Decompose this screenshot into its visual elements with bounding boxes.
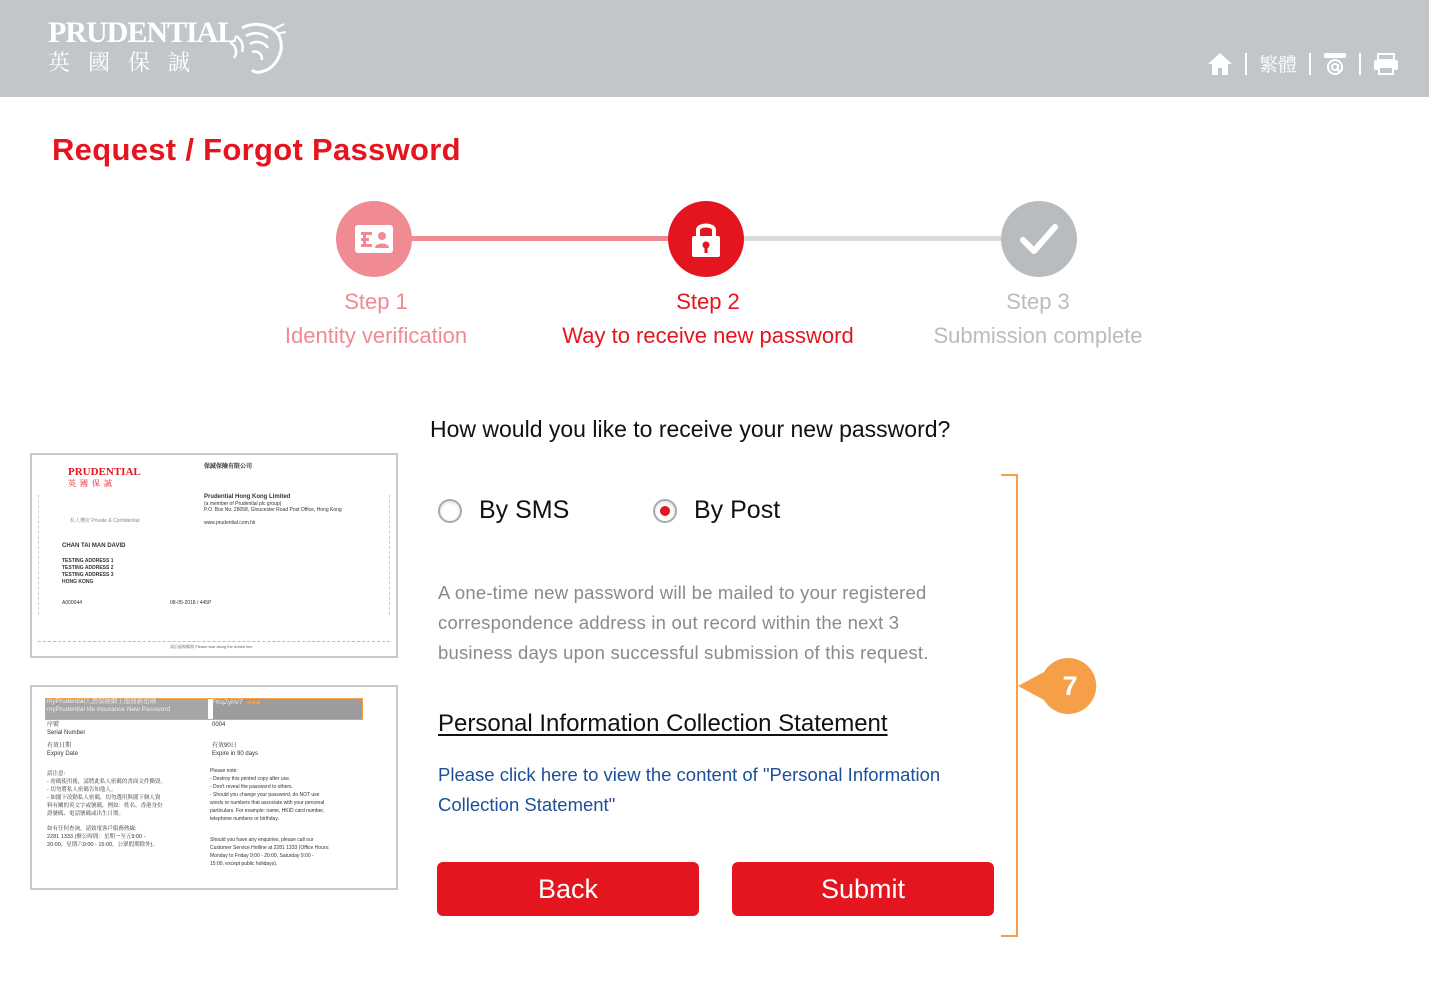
post-label[interactable]: By Post [694, 496, 781, 524]
step-2-number: Step 2 [676, 289, 740, 314]
lock-icon [689, 220, 723, 258]
note-zh: 料有關的英文字或號碼，例如：姓名、香港身份 [47, 803, 163, 809]
radio-selected-dot [660, 506, 670, 516]
note-en: - Don't reveal the password to others. [210, 784, 293, 790]
letter-address-line: HONG KONG [62, 579, 94, 585]
prudence-head-icon [222, 22, 286, 76]
letter-address: P.O. Box No. 28058, Gloucester Road Post Office, Hong Kong [204, 507, 342, 513]
arrow-markers-icon: ◀◀◀ [246, 700, 260, 706]
stepper-connector-1 [410, 236, 672, 241]
step-2-label [548, 285, 868, 353]
letter-website: www.prudential.com.hk [204, 520, 256, 526]
expiry-label-zh: 有效日期 [47, 743, 72, 749]
serial-value: 0004 [212, 722, 226, 728]
callout-number: 7 [1062, 670, 1078, 701]
delivery-question: How would you like to receive your new password? [430, 416, 951, 442]
note-zh: 證號碼、電話號碼或出生日期。 [47, 811, 125, 817]
id-card-icon [354, 224, 394, 254]
delivery-description: A one-time new password will be mailed to your registered correspondence address in out record within the next 3 business days upon successful submission of this request. [438, 582, 929, 663]
svg-text:英國保誠: 英國保誠 [68, 479, 116, 487]
note-zh: 請注意: [47, 771, 66, 777]
page-title: Request / Forgot Password [52, 132, 461, 167]
divider [1359, 53, 1361, 75]
letter-address-line: TESTING ADDRESS 1 [62, 558, 114, 564]
enquiry-zh: 如有任何查詢，請致電客戶服務熱線: [47, 826, 137, 832]
step-1-desc: Identity verification [284, 323, 468, 348]
annotation-bracket [1001, 474, 1018, 937]
logo-english: PRUDENTIAL [48, 16, 237, 49]
expiry-value-zh: 有效90日 [212, 743, 237, 749]
header-bar [0, 0, 1429, 97]
step-2-desc: Way to receive new password [562, 323, 854, 348]
step-1-number: Step 1 [344, 289, 408, 314]
letter-company-en: Prudential Hong Kong Limited [204, 494, 291, 500]
sms-label[interactable]: By SMS [479, 496, 570, 524]
step-2-circle [668, 201, 744, 277]
fold-line-right [389, 495, 390, 615]
password-value: FKqZyhV7 [212, 699, 243, 706]
letter-tear-note: 請沿虛線撕開 Please tear along the dotted line [170, 644, 253, 649]
prudential-logo-small [68, 465, 148, 487]
note-zh: - 密碼使用後，請將此私人密碼的書面文件撕毀。 [47, 779, 166, 785]
letter-date: 08-05-2018 / 445P [170, 600, 212, 606]
enquiry-zh: 20:00，星期六9:00 - 15:00，公眾假期除外)。 [47, 842, 158, 848]
step-3-label [918, 285, 1158, 353]
prudential-logo[interactable] [48, 18, 236, 76]
note-en: - Should you change your password, do NOT use [210, 792, 320, 798]
checkmark-icon [1019, 222, 1059, 256]
step-3-desc: Submission complete [933, 323, 1143, 348]
divider [1245, 53, 1247, 75]
step-1-circle [336, 201, 412, 277]
post-radio-button[interactable] [653, 499, 677, 523]
letter-company-sub: (a member of Prudential plc group) [204, 501, 282, 507]
option-sms[interactable] [438, 496, 569, 525]
note-zh: - 切勿將私人密碼告知他人。 [47, 787, 117, 793]
enquiry-en: Monday to Friday 9:00 - 20:00, Saturday 9:00 - [210, 853, 314, 859]
letter-ref: A000044 [62, 600, 83, 606]
home-icon[interactable] [1207, 52, 1233, 76]
password-heading-en: myPrudential life insurance New Password [47, 706, 171, 713]
tear-line [38, 641, 390, 642]
note-zh: - 如閣下改動私人密碼，切勿選用與閣下個人資 [47, 795, 161, 801]
print-icon[interactable] [1373, 53, 1399, 75]
pics-link[interactable]: Please click here to view the content of "Personal Information Collection Statement" [438, 764, 941, 815]
letter-company-zh: 保誠保險有限公司 [204, 464, 253, 470]
step-3-circle [1001, 201, 1077, 277]
sample-letter-image [30, 453, 398, 658]
password-heading-zh: myPrudential人壽保險網上服務新密碼 [47, 698, 157, 705]
submit-button[interactable]: Submit [732, 862, 994, 916]
serial-label-en: Serial Number [47, 730, 86, 736]
serial-label-zh: 序號 [47, 722, 60, 728]
note-en: particulars. For example: name, HKID card number, [210, 808, 325, 814]
sms-radio-button[interactable] [438, 499, 462, 523]
enquiry-en: 15:00, except public holidays). [210, 861, 278, 867]
logo-chinese: 英國保誠 [48, 50, 209, 75]
option-post[interactable] [653, 496, 780, 525]
note-en: Please note: [210, 768, 238, 774]
contact-icon[interactable] [1323, 52, 1347, 76]
note-en: - Destroy this printed copy after use. [210, 776, 291, 782]
letter-address-line: TESTING ADDRESS 3 [62, 572, 114, 578]
letter-confidential: 私人機密 Private & Confidential [70, 518, 140, 524]
letter-recipient: CHAN TAI MAN DAVID [62, 543, 126, 549]
enquiry-en: Should you have any enquiries, please call our [210, 837, 314, 843]
pics-heading[interactable]: Personal Information Collection Statement [438, 710, 888, 737]
sample-password-letter-image [30, 685, 398, 890]
back-button[interactable]: Back [437, 862, 699, 916]
letter-address-line: TESTING ADDRESS 2 [62, 565, 114, 571]
header-toolbar [1207, 50, 1399, 77]
enquiry-zh: 2281 1333 (辦公時間：星期一至五9:00 - [47, 834, 146, 840]
note-en: words or numbers that associate with your personal [210, 800, 325, 806]
divider [1309, 53, 1311, 75]
fold-line-left [38, 495, 39, 615]
step-1-label [256, 285, 496, 353]
language-switch-link[interactable]: 繁體 [1258, 55, 1297, 76]
enquiry-en: Customer Service Hotline at 2281 1333 (Office Hours: [210, 845, 330, 851]
expiry-label-en: Expiry Date [47, 751, 79, 757]
step-3-number: Step 3 [1006, 289, 1070, 314]
note-en: telephone numbers or birthday. [210, 816, 279, 822]
stepper-connector-2 [742, 236, 1004, 241]
svg-text:PRUDENTIAL: PRUDENTIAL [68, 466, 141, 478]
expiry-value-en: Expire in 90 days [212, 751, 259, 757]
